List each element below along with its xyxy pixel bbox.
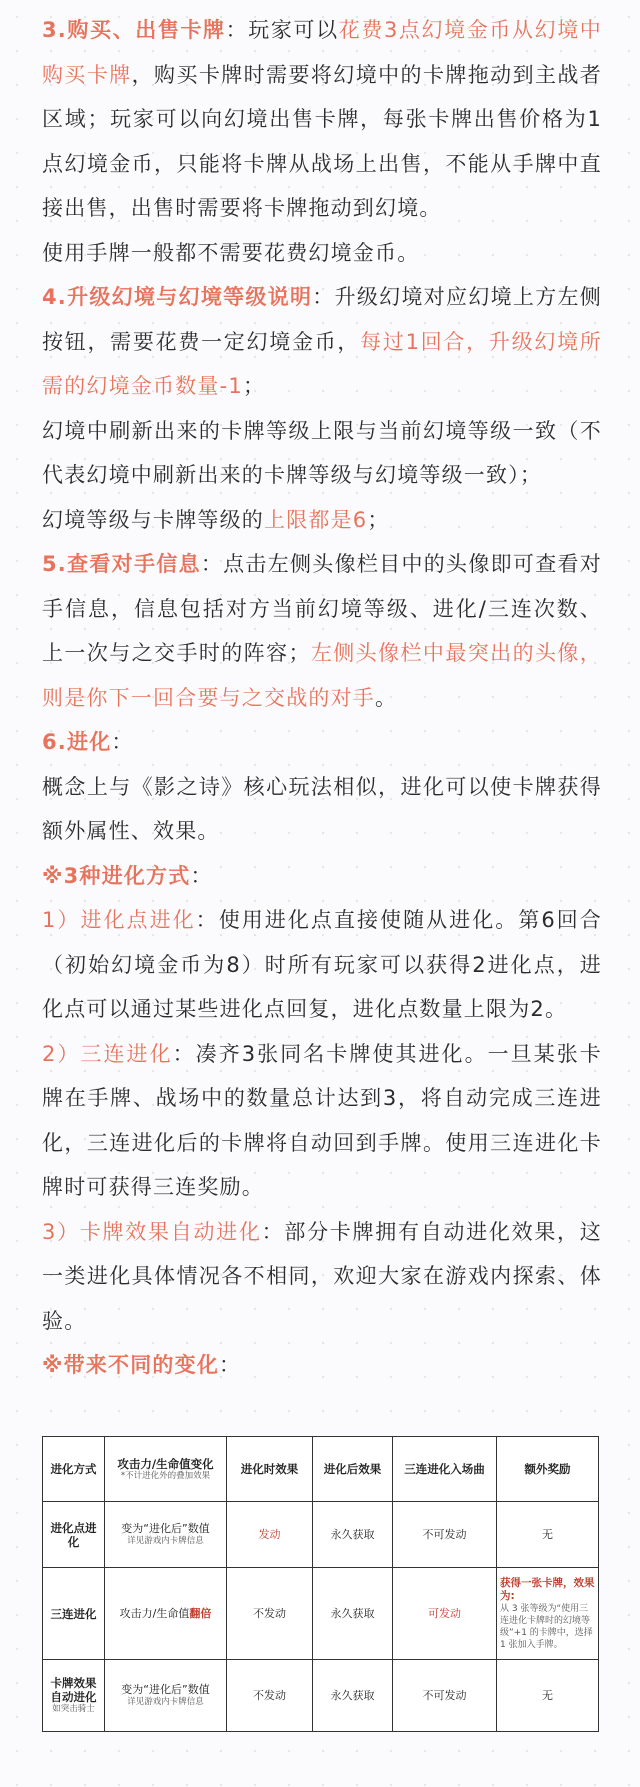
method-title: 3）卡牌效果自动进化	[42, 1219, 262, 1244]
method-title: 2）三连进化	[42, 1041, 173, 1066]
cell-after: 永久获取	[313, 1502, 393, 1568]
paragraph-diff-title	[42, 1343, 602, 1388]
text-segment: ：	[111, 730, 134, 754]
cell-stats-text: 变为“进化后”数值	[121, 1522, 210, 1535]
paragraph-method-2	[42, 1032, 602, 1210]
cell-method: 三连进化	[43, 1568, 105, 1660]
text-segment: ：部分卡牌拥有自动进化效果，这一类进化具体情况各不相同，欢迎大家在游戏内探索、体验。	[42, 1219, 602, 1333]
paragraph-opponent	[42, 542, 602, 720]
cell-stats	[105, 1568, 227, 1660]
text-segment: ：升级幻境对应幻境上方左侧按钮，需要花费一定幻境金币，	[42, 285, 602, 354]
evolution-table-container	[42, 1436, 598, 1732]
cell-after: 永久获取	[313, 1568, 393, 1660]
cell-fanfare: 不可发动	[393, 1502, 497, 1568]
highlight-text: 上限都是6	[264, 507, 368, 532]
header-bonus: 额外奖励	[497, 1437, 599, 1502]
paragraph-upgrade	[42, 275, 602, 409]
paragraph-hand-cards: 使用手牌一般都不需要花费幻境金币。	[42, 240, 420, 265]
cell-on-evolve: 发动	[227, 1502, 313, 1568]
section-title-opponent: 5.查看对手信息	[42, 552, 201, 576]
text-segment: ：	[219, 1353, 242, 1377]
header-on-evolve: 进化时效果	[227, 1437, 313, 1502]
text-segment: ；	[242, 374, 266, 398]
paragraph-method-3	[42, 1210, 602, 1344]
cell-fanfare: 不可发动	[393, 1660, 497, 1732]
evolution-comparison-table	[42, 1436, 599, 1732]
cell-stats	[105, 1660, 227, 1732]
cell-bonus: 无	[497, 1502, 599, 1568]
header-after: 进化后效果	[313, 1437, 393, 1502]
subsection-title-methods: ※3种进化方式	[42, 863, 191, 888]
text-segment: 。	[375, 685, 398, 710]
cell-stats-note: 详见游戏内卡牌信息	[127, 1536, 204, 1546]
highlight-text: 花费3点幻境金币从幻境中购买卡牌	[42, 18, 603, 87]
text-segment: ：	[190, 863, 213, 888]
cell-method-text: 卡牌效果自动进化	[50, 1676, 97, 1704]
cell-on-evolve: 不发动	[227, 1660, 313, 1732]
table-row	[43, 1568, 599, 1660]
text-segment: ：点击左侧头像栏目中的头像即可查看对手信息，信息包括对方当前幻境等级、进化/三连次数、上一次与之交手时的阵容；	[42, 552, 602, 665]
cell-stats-note: 详见游戏内卡牌信息	[127, 1697, 204, 1707]
highlight-text: 左侧头像栏中最突出的头像，则是你下一回合要与之交战的对手	[42, 641, 602, 710]
text-segment: ：凑齐3张同名卡牌使其进化。一旦某张卡牌在手牌、战场中的数量总计达到3，将自动完成三连进化，三连进化后的卡牌将自动回到手牌。使用三连进化卡牌时可获得三连奖励。	[42, 1041, 602, 1199]
paragraph-level-cap	[42, 498, 602, 543]
table-row	[43, 1502, 599, 1568]
paragraph-evolve-methods-title	[42, 854, 602, 899]
section-title-evolve: 6.进化	[42, 730, 112, 754]
cell-bonus	[497, 1568, 599, 1660]
cell-stats	[105, 1502, 227, 1568]
cell-method: 进化点进化	[43, 1502, 105, 1568]
bonus-text: 从 3 张等级为“使用三连进化卡牌时的幻境等级”+1 的卡牌中，选择 1 张加入手牌。	[500, 1603, 593, 1650]
text-segment: ；	[367, 507, 390, 532]
method-title: 1）进化点进化	[42, 908, 196, 932]
cell-method	[43, 1660, 105, 1732]
cell-stats-text: 攻击力/生命值	[119, 1606, 190, 1620]
text-segment: 幻境等级与卡牌等级的	[42, 507, 264, 532]
section-title-buy-sell: 3.购买、出售卡牌	[42, 18, 226, 42]
cell-method-note: 如突击骑士	[52, 1704, 95, 1714]
section-title-upgrade: 4.升级幻境与幻境等级说明	[42, 285, 313, 309]
cell-bonus: 无	[497, 1660, 599, 1732]
header-method: 进化方式	[43, 1437, 105, 1502]
cell-on-evolve: 不发动	[227, 1568, 313, 1660]
cell-after: 永久获取	[313, 1660, 393, 1732]
subsection-title-diff: ※带来不同的变化	[42, 1353, 220, 1377]
paragraph-card-level: 幻境中刷新出来的卡牌等级上限与当前幻境等级一致（不代表幻境中刷新出来的卡牌等级与幻境等级一致）；	[42, 418, 602, 487]
paragraph-buy-sell	[42, 8, 602, 231]
cell-fanfare: 可发动	[393, 1568, 497, 1660]
header-stats-label: 攻击力/生命值变化	[117, 1456, 214, 1471]
text-segment: ：使用进化点直接使随从进化。第6回合（初始幻境金币为8）时所有玩家可以获得2进化点，进化点可以通过某些进化点回复，进化点数量上限为2。	[42, 908, 602, 1021]
header-fanfare: 三连进化入场曲	[393, 1437, 497, 1502]
header-stats	[105, 1437, 227, 1502]
text-segment: ：玩家可以	[225, 18, 339, 42]
text-segment: ，购买卡牌时需要将幻境中的卡牌拖动到主战者区域；玩家可以向幻境出售卡牌，每张卡牌出售价格为1点幻境金币，只能将卡牌从战场上出售，不能从手牌中直接出售，出售时需要将卡牌拖动到幻境。	[42, 62, 602, 220]
table-row	[43, 1660, 599, 1732]
cell-stats-highlight: 翻倍	[189, 1606, 212, 1620]
cell-stats-text: 变为“进化后”数值	[121, 1683, 210, 1696]
header-stats-note: *不计进化外的叠加效果	[120, 1470, 211, 1481]
paragraph-evolve-title	[42, 720, 602, 765]
table-header-row	[43, 1437, 599, 1502]
paragraph-evolve-concept: 概念上与《影之诗》核心玩法相似，进化可以使卡牌获得额外属性、效果。	[42, 774, 602, 843]
paragraph-method-1	[42, 898, 602, 1032]
highlight-text: 每过1回合，升级幻境所需的幻境金币数量-1	[42, 329, 602, 398]
bonus-title: 获得一张卡牌，效果为:	[500, 1576, 595, 1602]
article-body	[42, 0, 602, 1388]
